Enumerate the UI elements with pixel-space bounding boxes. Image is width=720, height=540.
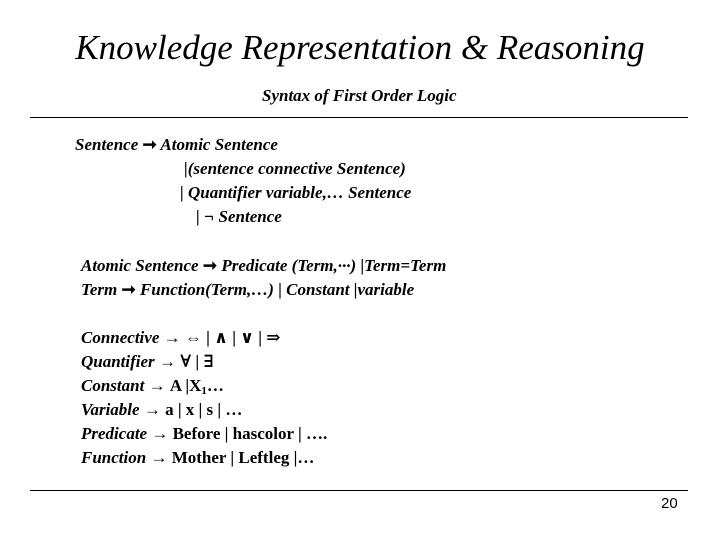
sentence-rule-arrow-icon: ➞ <box>142 135 157 154</box>
quantifier-rule <box>81 352 214 372</box>
slide-subtitle: Syntax of First Order Logic <box>262 86 457 105</box>
term-rule-arrow-icon: ➞ <box>121 280 136 299</box>
connective-rule-rhs: ⇔ | ∧ | ∨ | ⇒ <box>184 328 281 347</box>
constant-rule-rhs-prefix: A |X <box>169 376 202 395</box>
connective-rule <box>81 328 280 348</box>
predicate-rule-lhs: Predicate <box>81 424 148 443</box>
term-rule-rhs: Function(Term,…) | Constant |variable <box>139 280 415 299</box>
function-rule-arrow-icon: → <box>150 448 168 467</box>
variable-rule <box>81 400 242 420</box>
atomic-rule-lhs: Atomic Sentence <box>81 256 199 275</box>
function-rule <box>81 448 314 468</box>
variable-rule-arrow-icon: → <box>143 400 161 419</box>
term-rule-lhs: Term <box>81 280 118 299</box>
sentence-rule-alt-atomic: Atomic Sentence <box>160 135 278 154</box>
variable-rule-lhs: Variable <box>81 400 140 419</box>
sentence-rule-line-1 <box>75 135 278 155</box>
atomic-rule-rhs: Predicate (Term,···) |Term=Term <box>221 256 447 275</box>
top-divider <box>30 117 688 118</box>
variable-rule-rhs: a | x | s | … <box>165 400 243 419</box>
constant-rule-rhs-suffix: … <box>206 376 224 395</box>
predicate-rule <box>81 424 327 444</box>
quantifier-rule-arrow-icon: → <box>158 352 176 371</box>
connective-rule-lhs: Connective <box>81 328 160 347</box>
predicate-rule-arrow-icon: → <box>151 424 169 443</box>
constant-rule <box>81 376 224 397</box>
atomic-rule-arrow-icon: ➞ <box>202 256 218 275</box>
constant-rule-lhs: Constant <box>81 376 145 395</box>
constant-rule-rhs-subscript: 1 <box>201 385 207 397</box>
quantifier-rule-rhs: ∀ | ∃ <box>180 352 214 371</box>
sentence-rule-lhs: Sentence <box>75 135 139 154</box>
sentence-rule-alt-connective: |(sentence connective Sentence) <box>184 159 406 178</box>
function-rule-lhs: Function <box>81 448 147 467</box>
page-number: 20 <box>661 495 678 512</box>
quantifier-rule-lhs: Quantifier <box>81 352 155 371</box>
predicate-rule-rhs: Before | hascolor | …. <box>172 424 328 443</box>
sentence-rule-alt-negation: | ¬ Sentence <box>196 207 282 226</box>
sentence-rule-alt-quantifier: | Quantifier variable,… Sentence <box>180 183 412 202</box>
atomic-sentence-rule <box>81 256 446 276</box>
bottom-divider <box>30 490 688 491</box>
slide-title: Knowledge Representation & Reasoning <box>75 28 645 67</box>
function-rule-rhs: Mother | Leftleg |… <box>171 448 315 467</box>
connective-rule-arrow-icon: → <box>163 328 181 347</box>
term-rule <box>81 280 414 300</box>
constant-rule-arrow-icon: → <box>148 376 166 395</box>
